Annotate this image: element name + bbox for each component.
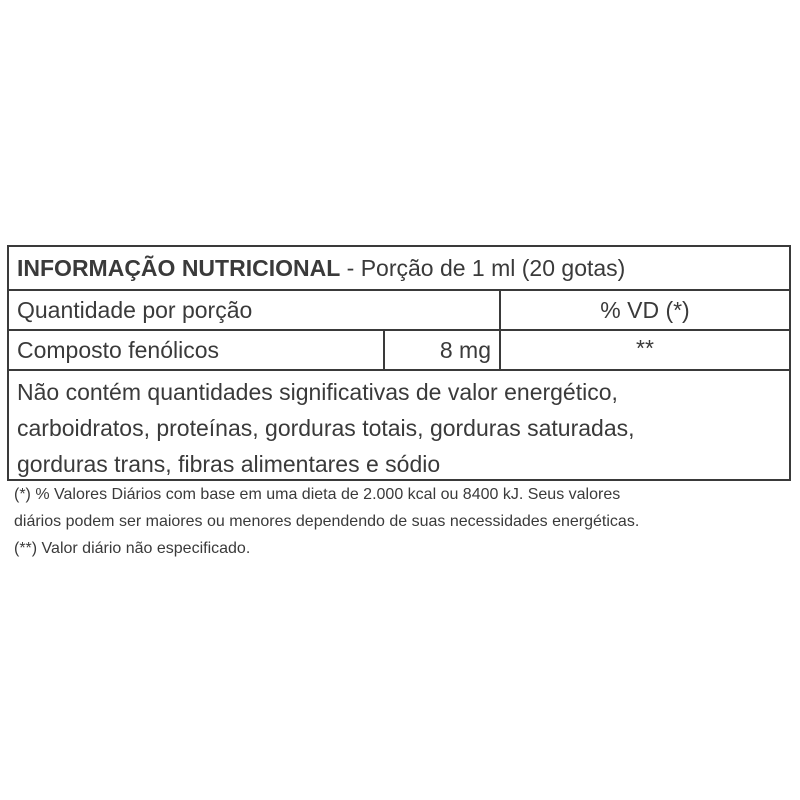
nutrition-table	[7, 245, 791, 481]
quantity-header-row	[9, 291, 789, 331]
footnotes	[14, 481, 794, 562]
table-note-row	[9, 371, 789, 479]
footnote-line: (**) Valor diário não especificado.	[14, 540, 251, 557]
nutrient-daily-value: **	[499, 331, 789, 369]
table-title-bold: INFORMAÇÃO NUTRICIONAL	[17, 254, 341, 281]
footnote-line: diários podem ser maiores ou menores dependendo de suas necessidades energéticas.	[14, 513, 640, 530]
table-title	[17, 247, 789, 289]
nutrient-amount: 8 mg	[383, 331, 499, 369]
quantity-per-serving-label: Quantidade por porção	[17, 296, 253, 323]
daily-value-header: % VD (*)	[499, 291, 789, 329]
table-title-serving: - Porção de 1 ml (20 gotas)	[340, 254, 626, 281]
nutrient-name: Composto fenólicos	[17, 336, 219, 363]
table-title-row	[9, 247, 789, 291]
table-note: Não contém quantidades significativas de valor energético, carboidratos, proteínas, gorduras totais, gorduras saturadas, gorduras trans, fibras alimentares e sódio	[17, 379, 635, 477]
footnote-line: (*) % Valores Diários com base em uma dieta de 2.000 kcal ou 8400 kJ. Seus valores	[14, 486, 621, 503]
table-row	[9, 331, 789, 371]
